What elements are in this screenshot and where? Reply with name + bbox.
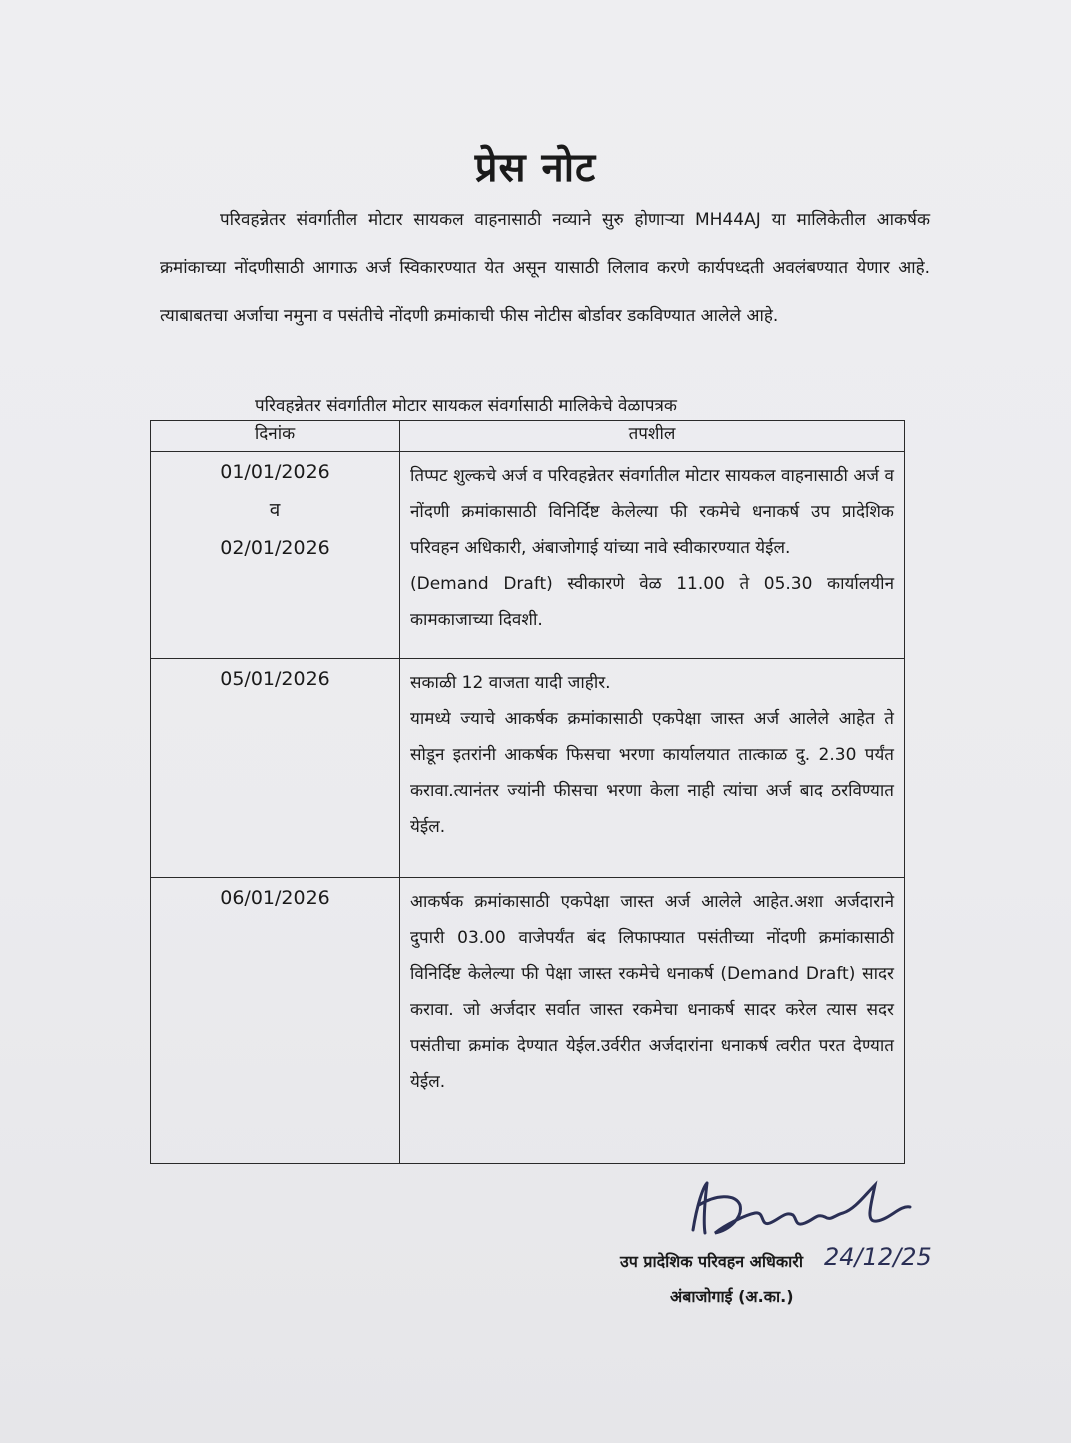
handwritten-date-text: 24/12/25 <box>824 1243 932 1271</box>
date-line: 01/01/2026 <box>220 461 330 483</box>
date-line: 06/01/2026 <box>220 887 330 909</box>
detail-text: आकर्षक क्रमांकासाठी एकपेक्षा जास्त अर्ज आलेले आहेत.अशा अर्जदाराने दुपारी 03.00 वाजेपर्यंत बंद लिफाफ्यात पसंतीच्या नोंदणी क्रमांकासाठी विनिर्दिष्ट केलेल्या फी पेक्षा जास्त रकमेचे धनाकर्ष (Demand Draft) सादर करावा. जो अर्जदार सर्वात जास्त रकमेचा धनाकर्ष सादर करेल त्यास सदर पसंतीचा क्रमांक देण्यात येईल.उर्वरीत अर्जदारांना धनाकर्ष त्वरीत परत देण्यात येईल. <box>410 892 894 1092</box>
table-row <box>151 878 905 1164</box>
intro-paragraph: परिवहन्नेतर संवर्गातील मोटार सायकल वाहनासाठी नव्याने सुरु होणाऱ्या MH44AJ या मालिकेतील आकर्षक क्रमांकाच्या नोंदणीसाठी आगाऊ अर्ज स्विकारण्यात येत असून यासाठी लिलाव करणे कार्यपध्दती अवलंबण्यात येणार आहे. त्याबाबतचा अर्जाचा नमुना व पसंतीचे नोंदणी क्रमांकाची फीस नोटीस बोर्डावर डकविण्यात आलेले आहे. <box>160 210 930 326</box>
detail-text: तिप्पट शुल्कचे अर्ज व परिवहन्नेतर संवर्गातील मोटार सायकल वाहनासाठी अर्ज व नोंदणी क्रमांकासाठी विनिर्दिष्ट केलेल्या फी रकमेचे धनाकर्ष उप प्रादेशिक परिवहन अधिकारी, अंबाजोगाई यांच्या नावे स्वीकारण्यात येईल. <box>410 466 894 558</box>
detail-text: सकाळी 12 वाजता यादी जाहीर. <box>410 673 611 693</box>
date-cell <box>151 659 400 878</box>
detail-cell <box>400 878 905 1164</box>
office-name: अंबाजोगाई (अ.का.) <box>670 1287 794 1306</box>
detail-column-header: तपशील <box>400 421 905 452</box>
detail-text: (Demand Draft) स्वीकारणे वेळ 11.00 ते 05.30 कार्यालयीन कामकाजाच्या दिवशी. <box>410 574 894 630</box>
detail-cell <box>400 452 905 659</box>
date-column-header: दिनांक <box>151 421 400 452</box>
detail-cell <box>400 659 905 878</box>
table-caption: परिवहन्नेतर संवर्गातील मोटार सायकल संवर्गासाठी मालिकेचे वेळापत्रक <box>255 396 677 416</box>
table-row <box>151 452 905 659</box>
page-title: प्रेस नोट <box>474 145 597 191</box>
date-line: 05/01/2026 <box>220 668 330 690</box>
date-cell <box>151 452 400 659</box>
handwritten-date <box>820 1235 970 1279</box>
date-line: व <box>269 499 281 521</box>
date-line: 02/01/2026 <box>220 537 330 559</box>
detail-text: यामध्ये ज्याचे आकर्षक क्रमांकासाठी एकपेक्षा जास्त अर्ज आलेले आहेत ते सोडून इतरांनी आकर्षक फिसचा भरणा कार्यालयात तात्काळ दु. 2.30 पर्यंत करावा.त्यानंतर ज्यांनी फीसचा भरणा केला नाही त्यांचा अर्ज बाद ठरविण्यात येईल. <box>410 709 894 837</box>
table-row <box>151 659 905 878</box>
officer-designation: उप प्रादेशिक परिवहन अधिकारी <box>620 1252 803 1271</box>
table-header-row <box>151 421 905 452</box>
date-cell <box>151 878 400 1164</box>
schedule-table <box>150 420 905 1164</box>
